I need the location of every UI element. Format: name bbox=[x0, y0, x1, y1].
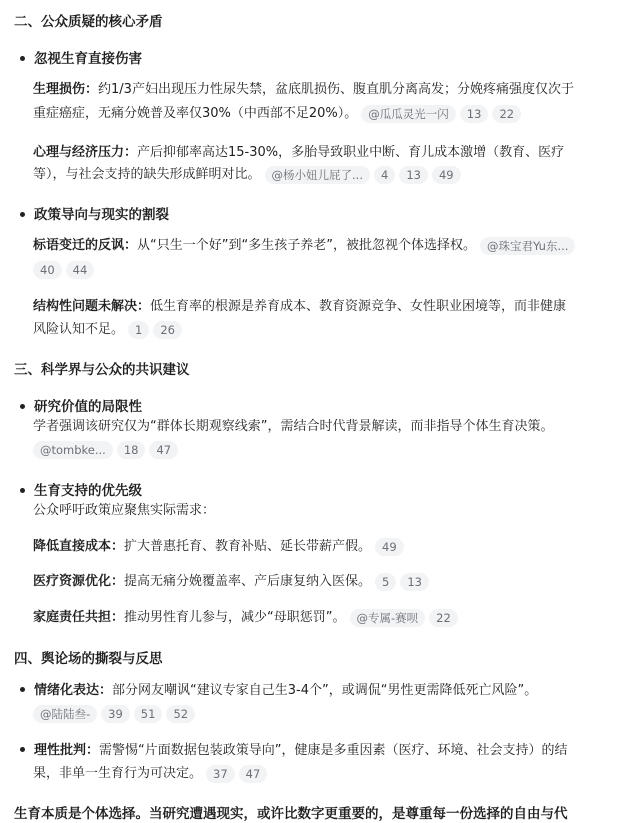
support-item-label: 医疗资源优化： bbox=[33, 574, 125, 589]
research-line-2 bbox=[29, 440, 178, 460]
ref-number[interactable]: 5 bbox=[375, 573, 396, 591]
support-item-cost bbox=[33, 537, 404, 557]
psych-econ-text-2: 等），与社会支持的缺失形成鲜明对比。 bbox=[33, 167, 261, 182]
ref-number[interactable]: 1 bbox=[128, 321, 149, 339]
emotional-label: 情绪化表达： bbox=[34, 683, 113, 698]
emotional-text: 部分网友嘲讽“建议专家自己生3-4个”，或调侃“男性更需降低死亡风险”。 bbox=[112, 683, 538, 698]
support-item-label: 家庭责任共担： bbox=[33, 610, 125, 625]
rational-text-2: 果，非单一生育行为可决定。 bbox=[33, 766, 203, 781]
structural-text: 低生育率的根源是养育成本、教育资源竞争、女性职业困境等，而非健康 bbox=[150, 299, 567, 314]
bullet-title: 生育支持的优先级 bbox=[34, 483, 142, 499]
slogan-line-1 bbox=[33, 236, 575, 256]
bullet-research-limits bbox=[20, 395, 142, 415]
physical-harm-text-2: 重症癌症，无痛分娩普及率仅30%（中西部不足20%）。 bbox=[33, 106, 358, 121]
bullet-ignore-harm bbox=[20, 47, 142, 67]
rational-line-2 bbox=[33, 764, 267, 784]
ref-number[interactable]: 51 bbox=[134, 705, 163, 723]
slogan-text: 从“只生一个好”到“多生孩子养老”，被批忽视个体选择权。 bbox=[137, 238, 476, 253]
bullet-title: 研究价值的局限性 bbox=[34, 399, 142, 415]
support-item-text: 提高无痛分娩覆盖率、产后康复纳入医保。 bbox=[124, 574, 372, 589]
bullet-title: 政策导向与现实的割裂 bbox=[34, 207, 169, 223]
conclusion-text: 生育本质是个体选择。当研究遭遇现实，或许比数字更重要的，是尊重每一份选择的自由与代 bbox=[14, 806, 568, 822]
ref-number[interactable]: 4 bbox=[374, 166, 395, 184]
rational-line-1 bbox=[20, 741, 568, 761]
ref-number[interactable]: 18 bbox=[117, 441, 146, 459]
structural-line-1 bbox=[33, 297, 566, 317]
psych-econ-label: 心理与经济压力： bbox=[33, 145, 138, 160]
source-chip[interactable]: @专属-赛呗 bbox=[350, 609, 426, 627]
research-line-1 bbox=[33, 417, 553, 437]
ref-number[interactable]: 47 bbox=[239, 765, 268, 783]
ref-number[interactable]: 13 bbox=[460, 105, 489, 123]
section-2-heading: 二、公众质疑的核心矛盾 bbox=[14, 14, 163, 30]
source-chip[interactable]: @杨小妞儿屁了... bbox=[265, 166, 370, 184]
bullet-policy-gap bbox=[20, 203, 169, 223]
bullet-dot bbox=[20, 56, 25, 61]
structural-line-2 bbox=[33, 320, 182, 340]
psych-econ-line-2 bbox=[33, 165, 461, 185]
physical-harm-line-1 bbox=[33, 80, 574, 100]
source-chip[interactable]: @瓜瓜灵光一闪 bbox=[361, 105, 456, 123]
ref-number[interactable]: 52 bbox=[166, 705, 195, 723]
slogan-label: 标语变迁的反讽： bbox=[33, 238, 138, 253]
ref-number[interactable]: 37 bbox=[206, 765, 235, 783]
ref-number[interactable]: 40 bbox=[33, 261, 62, 279]
emotional-line-2 bbox=[29, 704, 195, 724]
support-intro bbox=[33, 501, 215, 521]
ref-number[interactable]: 22 bbox=[492, 105, 521, 123]
ref-number[interactable]: 13 bbox=[400, 573, 429, 591]
support-item-text: 扩大普惠托育、教育补贴、延长带薪产假。 bbox=[124, 539, 372, 554]
ref-number[interactable]: 44 bbox=[66, 261, 95, 279]
support-intro-text: 公众呼吁政策应聚焦实际需求： bbox=[33, 503, 216, 518]
physical-harm-line-2 bbox=[33, 104, 521, 124]
source-chip[interactable]: @陆陆叁- bbox=[33, 705, 97, 723]
support-item-label: 降低直接成本： bbox=[33, 539, 125, 554]
bullet-title: 忽视生育直接伤害 bbox=[34, 51, 142, 67]
psych-econ-text: 产后抑郁率高达15-30%，多胎导致职业中断、育儿成本激增（教育、医疗 bbox=[137, 145, 565, 160]
rational-text: 需警惕“片面数据包装政策导向”，健康是多重因素（医疗、环境、社会支持）的结 bbox=[99, 743, 568, 758]
ref-number[interactable]: 26 bbox=[153, 321, 182, 339]
ref-number[interactable]: 49 bbox=[432, 166, 461, 184]
bullet-dot bbox=[20, 687, 25, 692]
structural-label: 结构性问题未解决： bbox=[33, 299, 151, 314]
bullet-support-priority bbox=[20, 479, 142, 499]
support-item-family bbox=[33, 608, 458, 628]
physical-harm-text: 约1/3产妇出现压力性尿失禁，盆底肌损伤、腹直肌分离高发；分娩疼痛强度仅次于 bbox=[98, 82, 574, 97]
section-3-heading: 三、科学界与公众的共识建议 bbox=[14, 362, 190, 378]
source-chip[interactable]: @珠宝君Yu东... bbox=[480, 237, 575, 255]
support-item-medical bbox=[33, 572, 429, 592]
bullet-dot bbox=[20, 747, 25, 752]
ref-number[interactable]: 22 bbox=[429, 609, 458, 627]
bullet-dot bbox=[20, 212, 25, 217]
ref-number[interactable]: 39 bbox=[101, 705, 130, 723]
support-item-text: 推动男性育儿参与，减少“母职惩罚”。 bbox=[124, 610, 346, 625]
slogan-line-2 bbox=[29, 260, 94, 280]
ref-number[interactable]: 47 bbox=[149, 441, 178, 459]
ref-number[interactable]: 49 bbox=[375, 538, 404, 556]
bullet-dot bbox=[20, 488, 25, 493]
emotional-line-1 bbox=[20, 681, 537, 701]
physical-harm-label: 生理损伤： bbox=[33, 82, 99, 97]
section-4-heading: 四、舆论场的撕裂与反思 bbox=[14, 651, 163, 667]
psych-econ-line-1 bbox=[33, 143, 564, 163]
research-text: 学者强调该研究仅为“群体长期观察线索”，需结合时代背景解读，而非指导个体生育决策。 bbox=[33, 419, 554, 434]
source-chip[interactable]: @tombke... bbox=[33, 441, 113, 459]
bullet-dot bbox=[20, 404, 25, 409]
structural-text-2: 风险认知不足。 bbox=[33, 322, 125, 337]
rational-label: 理性批判： bbox=[34, 743, 100, 758]
ref-number[interactable]: 13 bbox=[399, 166, 428, 184]
